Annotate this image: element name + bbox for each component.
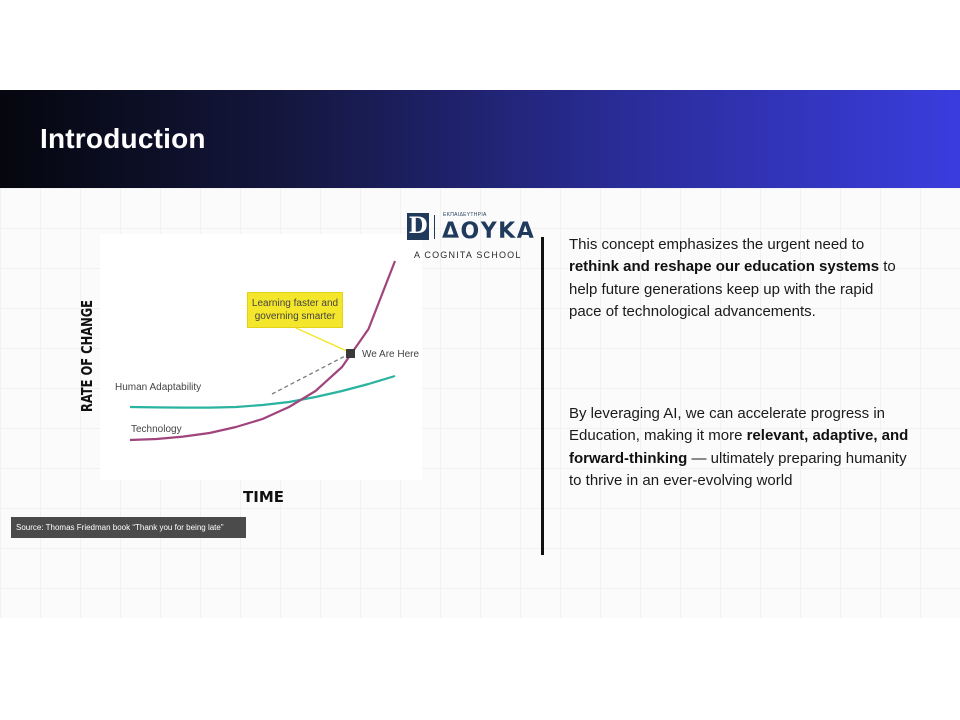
paragraph-2	[569, 403, 909, 492]
paragraph-1-emphasis: rethink and reshape our education systems	[569, 258, 880, 276]
school-logo	[407, 211, 536, 263]
vertical-divider	[541, 237, 544, 555]
series-label-technology: Technology	[131, 424, 182, 435]
logo-mark-icon: D	[408, 213, 428, 239]
we-are-here-label: We Are Here	[362, 349, 420, 360]
slide-title: Introduction	[40, 123, 206, 154]
chart-panel	[100, 234, 422, 480]
x-axis-label: TIME	[243, 488, 284, 506]
logo-name: ΔΟΥΚΑ	[442, 219, 536, 244]
series-label-human-adaptability: Human Adaptability	[115, 382, 202, 393]
logo-small-text: ΕΚΠΑΙΔΕΥΤΗΡΙΑ	[443, 212, 487, 218]
y-axis-label: RATE OF CHANGE	[78, 265, 96, 412]
paragraph-2-text-a: By leveraging AI, we can accelerate progress in Education, making it more	[569, 405, 886, 445]
callout-box: Learning faster and governing smarter	[247, 292, 343, 328]
paragraph-1-text-c: to help future generations keep up with the rapid pace of technological advancements.	[569, 258, 896, 320]
paragraph-1	[569, 234, 909, 323]
paragraph-1-text-a: This concept emphasizes the urgent need to	[569, 236, 865, 253]
paragraph-2-text-c: — ultimately preparing humanity to thrive in an ever-evolving world	[569, 449, 907, 489]
paragraph-2-emphasis: relevant, adaptive, and forward-thinking	[569, 427, 909, 467]
logo-separator	[434, 215, 435, 239]
title-banner	[0, 90, 960, 188]
logo-subtitle: A COGNITA SCHOOL	[414, 250, 522, 260]
source-citation: Source: Thomas Friedman book “Thank you for being late”	[11, 517, 246, 538]
